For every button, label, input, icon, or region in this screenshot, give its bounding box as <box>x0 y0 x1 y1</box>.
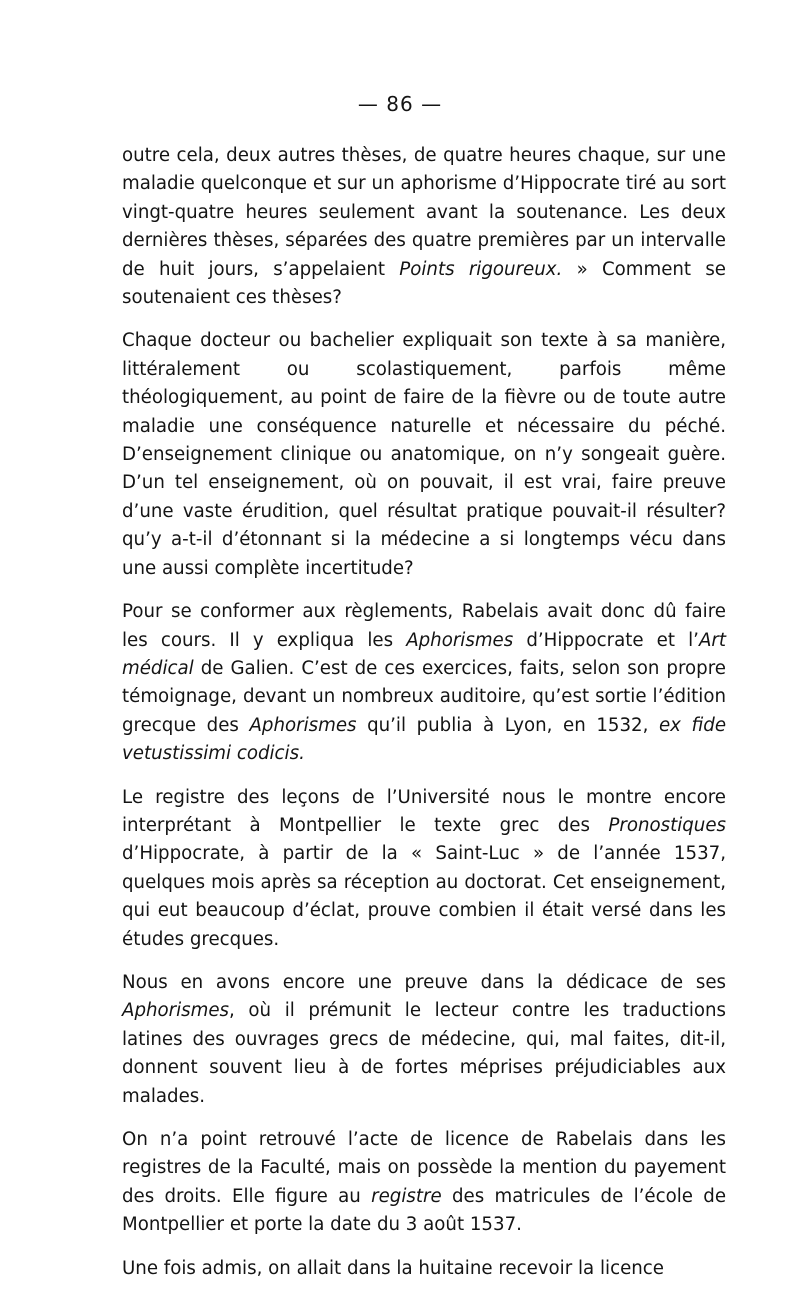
italic-text-run: Aphorismes <box>122 1000 230 1022</box>
text-run: On n’a point retrouvé l’acte de licence de Rabelais dans les registres de la Faculté, mais on possède la mention du payement des droits. Elle figure au <box>122 1129 726 1207</box>
text-run: Nous en avons encore une preuve dans la dédicace de ses <box>122 971 726 993</box>
text-run: » Comment se soutenaient ces thèses? <box>122 258 726 309</box>
page-number: — 86 — <box>357 92 443 116</box>
text-run: d’Hippocrate, à partir de la « Saint-Luc » de l’année 1537, quelques mois après sa réception au doctorat. Cet enseignement, qui eut beaucoup d’éclat, prouve combien il était versé dans les études grecques. <box>122 843 726 950</box>
italic-text-run: ex fide vetustissimi codicis. <box>122 714 727 765</box>
text-run: outre cela, deux autres thèses, de quatre heures chaque, sur une maladie quelconque et sur un aphorisme d’Hippocrate tiré au sort vingt-quatre heures seulement avant la soutenance. Les deux dernières thèses, séparées des quatre premières par un intervalle de huit jours, s’appelaient <box>122 145 726 280</box>
text-run: de Galien. C’est de ces exercices, faits, selon son propre témoignage, devant un nombreux auditoire, qu’est sortie l’édition grecque des <box>122 657 726 736</box>
paragraph <box>122 142 726 312</box>
italic-text-run: Aphorismes <box>249 714 357 736</box>
italic-text-run: Art médical <box>122 629 726 679</box>
text-run: Chaque docteur ou bachelier expliquait son texte à sa manière, littéralement ou scolastiquement, parfois même théologiquement, au point de faire de la fièvre ou de toute autre maladie une conséquence naturelle et nécessaire du péché. D’enseignement clinique ou anatomique, on n’y songeait guère. D’un tel enseignement, où on pouvait, il est vrai, faire preuve d’une vaste érudition, quel résultat pratique pouvait-il résulter? qu’y a-t-il d’étonnant si la médecine a si longtemps vécu dans une aussi complète incertitude? <box>122 330 726 579</box>
text-run: des matricules de l’école de Montpellier et porte la date du 3 août 1537. <box>122 1185 727 1236</box>
text-run: qu’il publia à Lyon, en 1532, <box>356 714 659 736</box>
paragraph <box>122 969 726 1111</box>
paragraph <box>122 1126 726 1240</box>
italic-text-run: Aphorismes <box>406 629 514 651</box>
italic-text-run: Points rigoureux. <box>399 258 563 280</box>
body-text <box>122 142 726 1283</box>
text-run: Une fois admis, on allait dans la huitaine recevoir la licence <box>122 1257 664 1279</box>
text-run: , où il prémunit le lecteur contre les traductions latines des ouvrages grecs de médecine, qui, mal faites, dit-il, donnent souvent lieu à de fortes méprises préjudiciables aux malades. <box>122 1000 726 1107</box>
italic-text-run: registre <box>371 1185 442 1207</box>
paragraph <box>122 1255 726 1283</box>
text-run: d’Hippocrate et l’ <box>513 629 699 651</box>
paragraph <box>122 598 726 768</box>
paragraph <box>122 784 726 954</box>
italic-text-run: Pronostiques <box>608 814 726 836</box>
text-run: Le registre des leçons de l’Université nous le montre encore interprétant à Montpellier le texte grec des <box>122 786 726 836</box>
paragraph <box>122 327 726 583</box>
text-run: Pour se conformer aux règlements, Rabelais avait donc dû faire les cours. Il y expliqua les <box>122 601 726 651</box>
